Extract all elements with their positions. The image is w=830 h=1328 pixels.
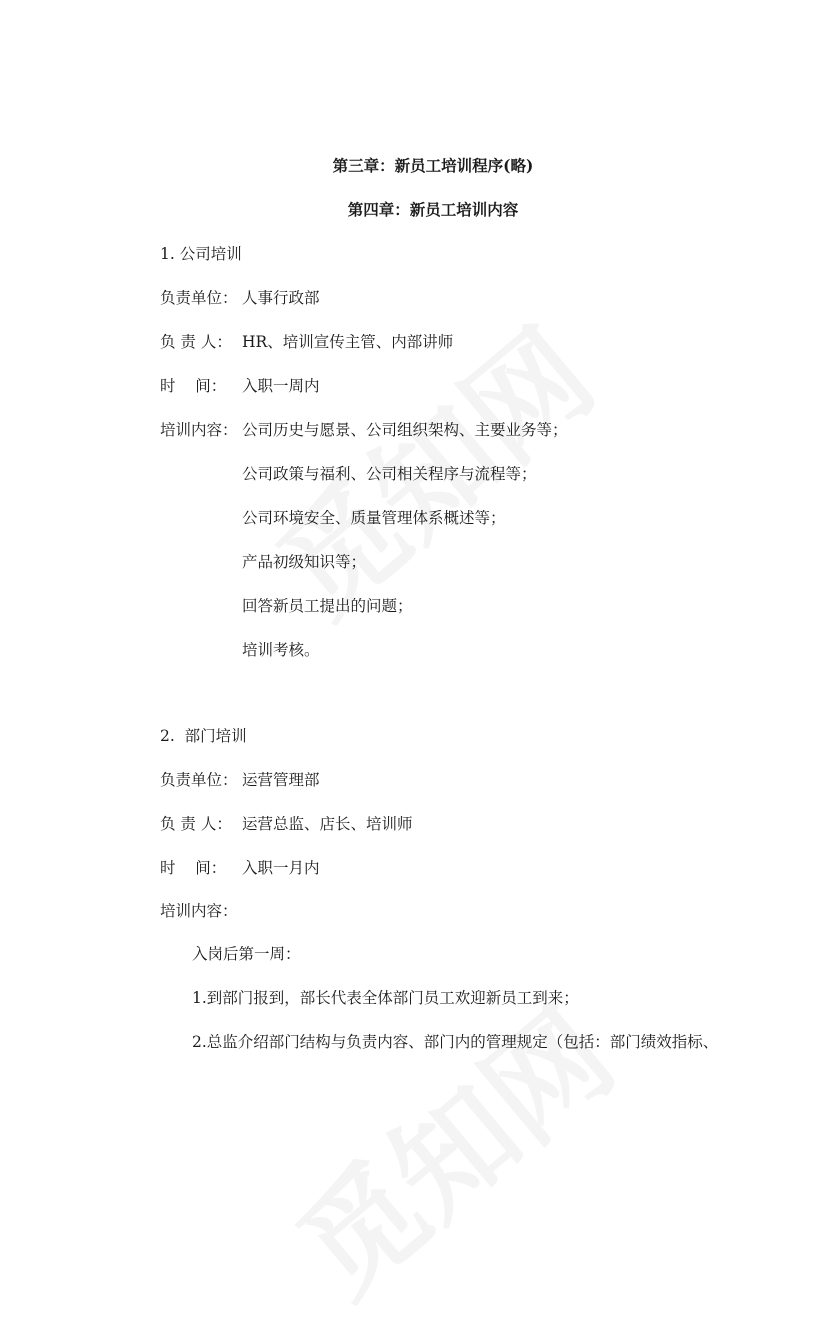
chapter-4-heading: 第四章：新员工培训内容 — [347, 200, 519, 219]
section-2-content-label: 培训内容： — [160, 902, 238, 920]
week-label: 入岗后第一周： — [192, 945, 301, 963]
person-label: 负 责 人： — [160, 815, 232, 833]
content-item: 公司环境安全、质量管理体系概述等； — [242, 509, 506, 527]
person-value: HR、培训宣传主管、内部讲师 — [242, 333, 454, 351]
section-1-unit-row — [160, 287, 320, 309]
time-value: 入职一月内 — [242, 859, 320, 877]
unit-value: 人事行政部 — [242, 289, 320, 307]
section-2-time-row — [160, 857, 320, 879]
content-label: 培训内容： — [160, 421, 238, 439]
time-label: 时 间： — [160, 859, 227, 877]
person-label: 负 责 人： — [160, 333, 232, 351]
content-item: 产品初级知识等； — [242, 553, 367, 571]
watermark — [257, 964, 643, 1327]
list-item: 2.总监介绍部门结构与负责内容、部门内的管理规定（包括：部门绩效指标、 — [192, 1033, 719, 1051]
section-2-title: 2. 部门培训 — [160, 727, 247, 745]
section-2-unit-row — [160, 769, 320, 791]
section-1-person-row — [160, 331, 453, 353]
content-item: 培训考核。 — [242, 641, 320, 659]
section-1-content-row — [160, 419, 568, 441]
section-1-time-row — [160, 375, 320, 397]
section-2-person-row — [160, 813, 413, 835]
list-item: 1.到部门报到，部长代表全体部门员工欢迎新员工到来； — [192, 989, 579, 1007]
content-item: 回答新员工提出的问题； — [242, 597, 413, 615]
unit-value: 运营管理部 — [242, 771, 320, 789]
time-value: 入职一周内 — [242, 377, 320, 395]
time-label: 时 间： — [160, 377, 227, 395]
person-value: 运营总监、店长、培训师 — [242, 815, 413, 833]
content-item: 公司历史与愿景、公司组织架构、主要业务等； — [242, 421, 568, 439]
content-item: 公司政策与福利、公司相关程序与流程等； — [242, 465, 537, 483]
section-1-title: 1. 公司培训 — [160, 245, 242, 263]
unit-label: 负责单位： — [160, 289, 238, 307]
unit-label: 负责单位： — [160, 771, 238, 789]
chapter-3-heading: 第三章：新员工培训程序(略) — [332, 156, 534, 175]
